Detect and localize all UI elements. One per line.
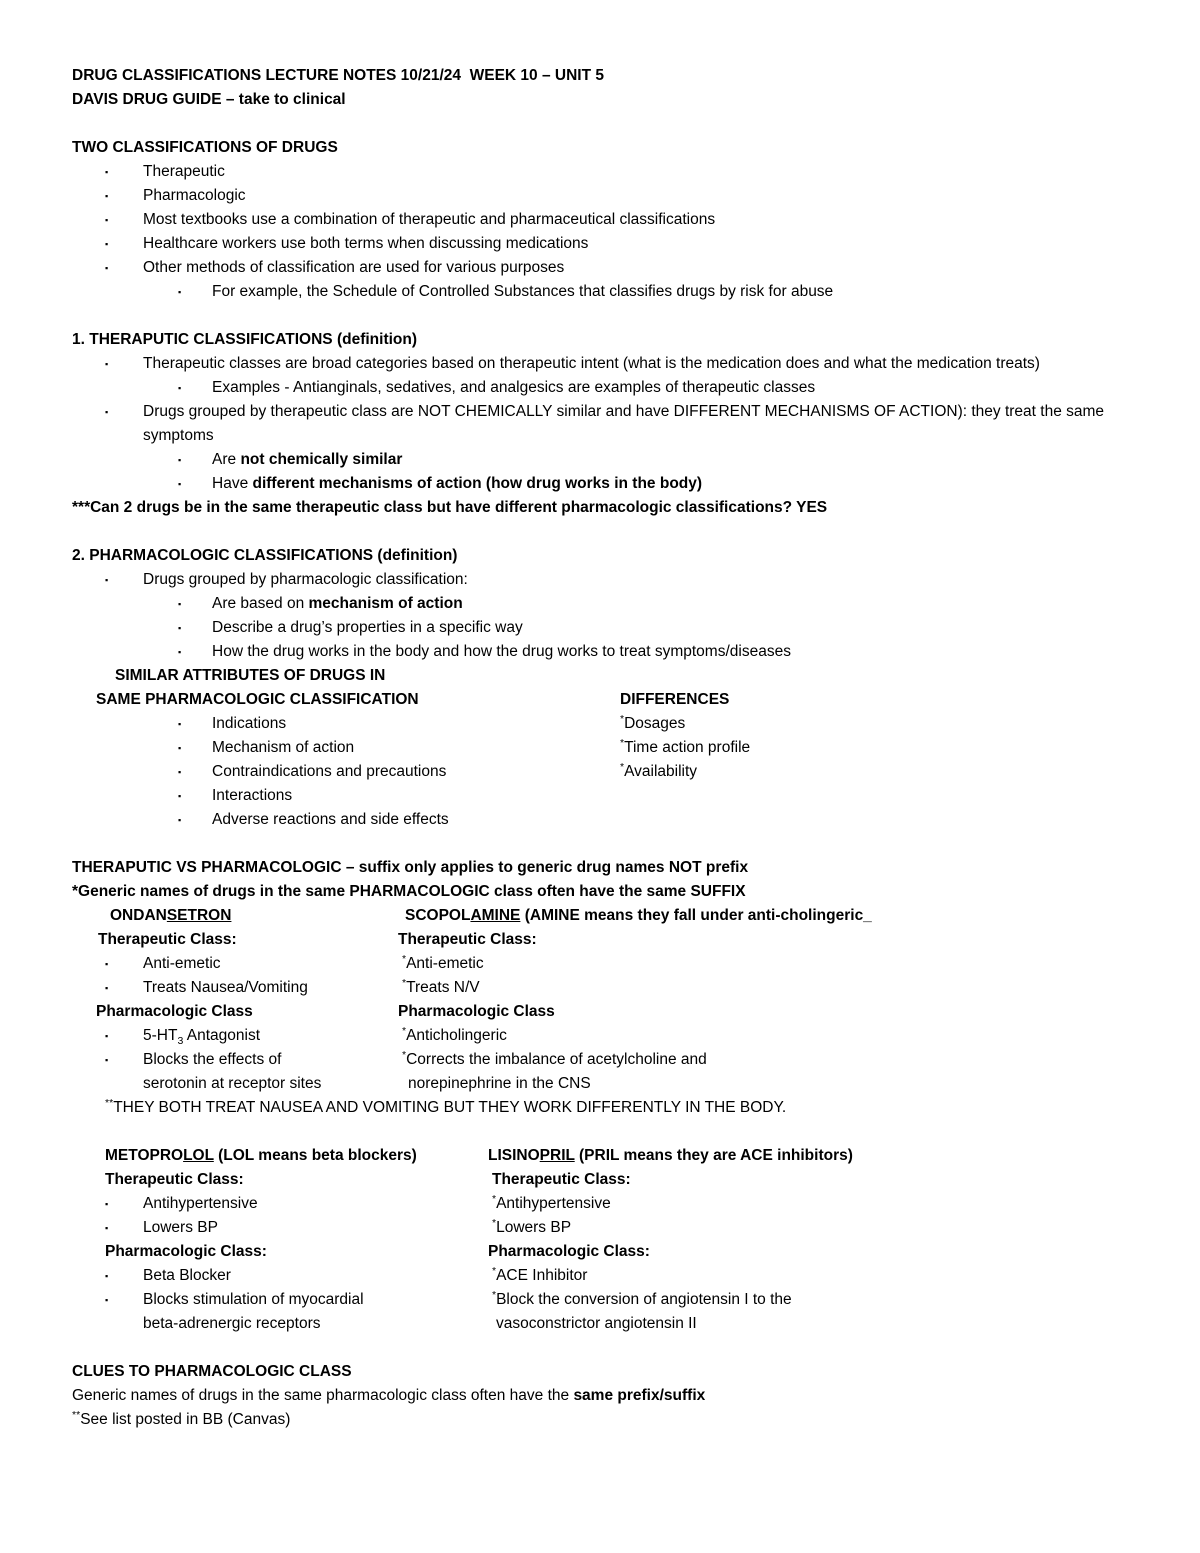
text-run: Anticholingeric (406, 1027, 507, 1044)
blank-line (72, 112, 1128, 136)
text-run: Describe a drug’s properties in a specific way (212, 619, 523, 636)
two-column-row (72, 1144, 1128, 1168)
text-run: Therapeutic (143, 163, 225, 180)
bullet-item (72, 352, 1128, 376)
bullet-item (72, 208, 1128, 232)
bullet-text (143, 955, 221, 972)
bullet-text (143, 1219, 218, 1236)
right-column-text (402, 1024, 507, 1048)
right-column-text (496, 1312, 697, 1336)
bullet-icon: ▪ (105, 167, 109, 177)
bullet-text (143, 1291, 364, 1308)
text-run: Indications (212, 715, 287, 732)
two-column-row (72, 1312, 1128, 1336)
text-run: Therapeutic classes are broad categories based on therapeutic intent (what is the medication does and what the medication treats) (143, 355, 1040, 372)
bullet-icon: ▪ (178, 287, 182, 297)
bullet-icon: ▪ (105, 983, 109, 993)
text-run: Dosages (624, 715, 686, 732)
two-column-row (72, 688, 1128, 712)
two-column-row (72, 904, 1128, 928)
right-column-text (492, 1216, 571, 1240)
bullet-item (72, 280, 1128, 304)
text-run: * (620, 736, 625, 749)
bullet-item (72, 736, 1128, 760)
bullet-icon: ▪ (178, 479, 182, 489)
text-run: DRUG CLASSIFICATIONS LECTURE NOTES 10/21/24 WEEK 10 – UNIT 5 (72, 67, 604, 84)
text-run: Antagonist (183, 1027, 260, 1044)
bullet-text (143, 1267, 231, 1284)
text-run: Blocks stimulation of myocardial (143, 1291, 364, 1308)
bullet-text (143, 979, 308, 996)
bullet-text (143, 355, 1040, 372)
two-column-row (72, 952, 1128, 976)
right-column-text (620, 712, 685, 736)
two-column-row (72, 736, 1128, 760)
bullet-text (212, 643, 791, 660)
text-run: Are based on (212, 595, 309, 612)
bullet-item (72, 616, 1128, 640)
text-run: * (492, 1264, 497, 1277)
text-run: ** (105, 1096, 114, 1109)
bullet-icon: ▪ (105, 359, 109, 369)
text-run: DIFFERENCES (620, 691, 730, 708)
bullet-icon: ▪ (178, 623, 182, 633)
text-line (72, 88, 1128, 112)
bullet-icon: ▪ (105, 575, 109, 585)
text-line (72, 856, 1128, 880)
bullet-item (72, 232, 1128, 256)
bullet-icon: ▪ (178, 743, 182, 753)
text-line (98, 928, 1128, 952)
text-run: DAVIS DRUG GUIDE – take to clinical (72, 91, 346, 108)
text-run: vasoconstrictor angiotensin II (496, 1315, 697, 1332)
bullet-text (212, 763, 446, 780)
text-run: different mechanisms of action (how drug works in the body) (252, 475, 703, 492)
bullet-text (212, 787, 292, 804)
bullet-item (72, 184, 1128, 208)
right-column-text (402, 1048, 707, 1072)
bullet-icon: ▪ (105, 215, 109, 225)
bullet-text (143, 259, 564, 276)
bullet-text (212, 595, 463, 612)
text-run: How the drug works in the body and how the drug works to treat symptoms/diseases (212, 643, 791, 660)
bullet-icon: ▪ (105, 1271, 109, 1281)
text-run: LOL (183, 1147, 214, 1164)
bullet-item (72, 760, 1128, 784)
bullet-text (212, 619, 523, 636)
bullet-item (72, 784, 1128, 808)
bullet-item (72, 568, 1128, 592)
text-line (105, 1096, 1128, 1120)
text-run: Pharmacologic Class: (105, 1243, 267, 1260)
text-run: SCOPOL (405, 907, 471, 924)
right-column-text (408, 1072, 591, 1096)
two-column-row (72, 1216, 1128, 1240)
text-line (72, 328, 1128, 352)
bullet-item (72, 952, 1128, 976)
text-run: Blocks the effects of (143, 1051, 282, 1068)
text-run: * (492, 1216, 497, 1229)
text-run: Therapeutic Class: (492, 1171, 631, 1188)
text-run: Therapeutic Class: (98, 931, 237, 948)
bullet-text (143, 571, 468, 588)
bullet-text (212, 715, 286, 732)
text-line (72, 136, 1128, 160)
text-run: Antihypertensive (143, 1195, 258, 1212)
bullet-icon: ▪ (105, 1055, 109, 1065)
bullet-item (72, 256, 1128, 280)
bullet-icon: ▪ (178, 791, 182, 801)
right-column-text (492, 1192, 611, 1216)
bullet-item (72, 1264, 1128, 1288)
text-line (72, 880, 1128, 904)
two-column-row (72, 1072, 1128, 1096)
text-run: Other methods of classification are used for various purposes (143, 259, 565, 276)
bullet-text (143, 1195, 258, 1212)
bullet-item (72, 448, 1128, 472)
bullet-text (143, 163, 225, 180)
text-run: * (402, 976, 407, 989)
text-run: Beta Blocker (143, 1267, 231, 1284)
bullet-item (72, 1024, 1128, 1048)
text-run: Pharmacologic (143, 187, 246, 204)
text-run: Most textbooks use a combination of therapeutic and pharmaceutical classifications (143, 211, 716, 228)
text-run: METOPRO (105, 1147, 184, 1164)
text-run: *Generic names of drugs in the same PHARMACOLOGIC class often have the same SUFFIX (72, 883, 746, 900)
two-column-row (72, 1240, 1128, 1264)
text-run: AMINE (470, 907, 521, 924)
bullet-text (212, 739, 354, 756)
text-run: * (402, 1024, 407, 1037)
text-run: TWO CLASSIFICATIONS OF DRUGS (72, 139, 338, 156)
bullet-icon: ▪ (178, 455, 182, 465)
text-run: Availability (624, 763, 698, 780)
text-run: 5-HT (143, 1027, 178, 1044)
text-line (72, 64, 1128, 88)
two-column-row (72, 712, 1128, 736)
text-line (72, 1360, 1128, 1384)
text-run: Antihypertensive (496, 1195, 611, 1212)
right-column-text (398, 928, 537, 952)
text-run: LISINO (488, 1147, 540, 1164)
right-column-text (488, 1144, 853, 1168)
bullet-item (72, 640, 1128, 664)
right-column-text (402, 952, 484, 976)
bullet-icon: ▪ (105, 407, 109, 417)
two-column-row (72, 1264, 1128, 1288)
text-run: Mechanism of action (212, 739, 355, 756)
text-run: 2. PHARMACOLOGIC CLASSIFICATIONS (definition) (72, 547, 458, 564)
bullet-item (72, 376, 1128, 400)
bullet-item (72, 808, 1128, 832)
bullet-item (72, 472, 1128, 496)
text-run: Therapeutic Class: (105, 1171, 244, 1188)
right-column-text (492, 1288, 792, 1312)
bullet-text (143, 211, 715, 228)
text-run: THERAPUTIC VS PHARMACOLOGIC – suffix only applies to generic drug names NOT prefix (72, 859, 749, 876)
blank-line (72, 832, 1128, 856)
bullet-icon: ▪ (178, 599, 182, 609)
bullet-icon: ▪ (178, 719, 182, 729)
text-run: norepinephrine in the CNS (408, 1075, 591, 1092)
text-run: Pharmacologic Class (398, 1003, 555, 1020)
bullet-text (212, 475, 702, 492)
text-run: Generic names of drugs in the same pharmacologic class often have the (72, 1387, 574, 1404)
text-run: Anti-emetic (143, 955, 221, 972)
text-run: * (620, 712, 625, 725)
bullet-text (212, 811, 449, 828)
text-run: beta-adrenergic receptors (143, 1315, 321, 1332)
text-run: Lowers BP (143, 1219, 218, 1236)
two-column-row (72, 760, 1128, 784)
text-line (96, 688, 1128, 712)
text-run: Contraindications and precautions (212, 763, 447, 780)
bullet-text (212, 379, 815, 396)
bullet-text (212, 283, 833, 300)
bullet-icon: ▪ (105, 191, 109, 201)
text-line (72, 544, 1128, 568)
text-run: 1. THERAPUTIC CLASSIFICATIONS (definition) (72, 331, 418, 348)
text-run: ACE Inhibitor (496, 1267, 588, 1284)
text-run: CLUES TO PHARMACOLOGIC CLASS (72, 1363, 352, 1380)
text-run: Therapeutic Class: (398, 931, 537, 948)
bullet-text (143, 235, 588, 252)
bullet-text (143, 403, 1108, 444)
text-run: Block the conversion of angiotensin I to the (496, 1291, 792, 1308)
bullet-icon: ▪ (178, 767, 182, 777)
text-line (143, 1072, 1128, 1096)
text-run: Time action profile (624, 739, 751, 756)
two-column-row (72, 976, 1128, 1000)
right-column-text (620, 688, 729, 712)
bullet-icon: ▪ (178, 815, 182, 825)
text-run: Have (212, 475, 253, 492)
text-run: Adverse reactions and side effects (212, 811, 449, 828)
text-run: (AMINE means they fall under anti-cholingeric_ (520, 907, 872, 924)
two-column-row (72, 1288, 1128, 1312)
right-column-text (488, 1240, 650, 1264)
bullet-text (143, 187, 246, 204)
bullet-icon: ▪ (105, 1295, 109, 1305)
text-run: For example, the Schedule of Controlled Substances that classifies drugs by risk for abuse (212, 283, 834, 300)
text-run: * (492, 1288, 497, 1301)
bullet-text (143, 1051, 281, 1068)
bullet-icon: ▪ (178, 383, 182, 393)
bullet-icon: ▪ (105, 263, 109, 273)
text-run: See list posted in BB (Canvas) (80, 1411, 291, 1428)
text-run: Are (212, 451, 241, 468)
bullet-item (72, 712, 1128, 736)
text-run: same prefix/suffix (573, 1387, 706, 1404)
text-run: Pharmacologic Class (96, 1003, 253, 1020)
text-run: * (402, 952, 407, 965)
bullet-text (212, 451, 402, 468)
text-run: * (620, 760, 625, 773)
text-line (72, 496, 1128, 520)
text-run: serotonin at receptor sites (143, 1075, 322, 1092)
text-run: not chemically similar (240, 451, 403, 468)
blank-line (72, 304, 1128, 328)
two-column-row (72, 928, 1128, 952)
text-run: (LOL means beta blockers) (213, 1147, 417, 1164)
bullet-item (72, 1216, 1128, 1240)
text-run: ** (72, 1408, 81, 1421)
text-run: SAME PHARMACOLOGIC CLASSIFICATION (96, 691, 419, 708)
text-run: Pharmacologic Class: (488, 1243, 650, 1260)
text-run: Lowers BP (496, 1219, 572, 1236)
text-run: ***Can 2 drugs be in the same therapeutic class but have different pharmacologic classifications? YES (72, 499, 828, 516)
text-run: SETRON (166, 907, 232, 924)
text-run: SIMILAR ATTRIBUTES OF DRUGS IN (115, 667, 386, 684)
bullet-icon: ▪ (105, 959, 109, 969)
right-column-text (402, 976, 480, 1000)
bullet-icon: ▪ (178, 647, 182, 657)
text-run: PRIL (539, 1147, 575, 1164)
text-run: THEY BOTH TREAT NAUSEA AND VOMITING BUT THEY WORK DIFFERENTLY IN THE BODY. (113, 1099, 787, 1116)
blank-line (72, 520, 1128, 544)
blank-line (72, 1120, 1128, 1144)
text-run: * (492, 1192, 497, 1205)
right-column-text (620, 736, 750, 760)
bullet-text (143, 1027, 260, 1048)
text-run: Treats N/V (406, 979, 480, 996)
text-run: Corrects the imbalance of acetylcholine and (406, 1051, 707, 1068)
two-column-row (72, 1048, 1128, 1072)
text-line (72, 1408, 1128, 1432)
text-run: (PRIL means they are ACE inhibitors) (574, 1147, 853, 1164)
text-run: Drugs grouped by pharmacologic classification: (143, 571, 468, 588)
text-line (115, 664, 1128, 688)
bullet-item (72, 160, 1128, 184)
text-run: Drugs grouped by therapeutic class are NOT CHEMICALLY similar and have DIFFERENT MECHANISMS OF ACTION): they treat the same symptoms (143, 403, 1109, 444)
text-run: mechanism of action (308, 595, 463, 612)
text-run: ONDAN (110, 907, 167, 924)
two-column-row (72, 1168, 1128, 1192)
text-run: * (402, 1048, 407, 1061)
two-column-row (72, 1000, 1128, 1024)
text-line (96, 1000, 1128, 1024)
text-run: Treats Nausea/Vomiting (143, 979, 308, 996)
bullet-icon: ▪ (105, 1199, 109, 1209)
blank-line (72, 1336, 1128, 1360)
bullet-icon: ▪ (105, 239, 109, 249)
two-column-row (72, 1024, 1128, 1048)
text-run: Healthcare workers use both terms when discussing medications (143, 235, 589, 252)
two-column-row (72, 1192, 1128, 1216)
bullet-icon: ▪ (105, 1031, 109, 1041)
text-line (72, 1384, 1128, 1408)
right-column-text (398, 1000, 555, 1024)
bullet-item (72, 400, 1128, 448)
text-run: 3 (177, 1035, 184, 1048)
right-column-text (620, 760, 697, 784)
text-run: Interactions (212, 787, 293, 804)
right-column-text (405, 904, 872, 928)
bullet-item (72, 592, 1128, 616)
right-column-text (492, 1168, 631, 1192)
bullet-item (72, 976, 1128, 1000)
bullet-icon: ▪ (105, 1223, 109, 1233)
right-column-text (492, 1264, 587, 1288)
text-run: Examples - Antianginals, sedatives, and analgesics are examples of therapeutic classes (212, 379, 816, 396)
text-run: Anti-emetic (406, 955, 484, 972)
